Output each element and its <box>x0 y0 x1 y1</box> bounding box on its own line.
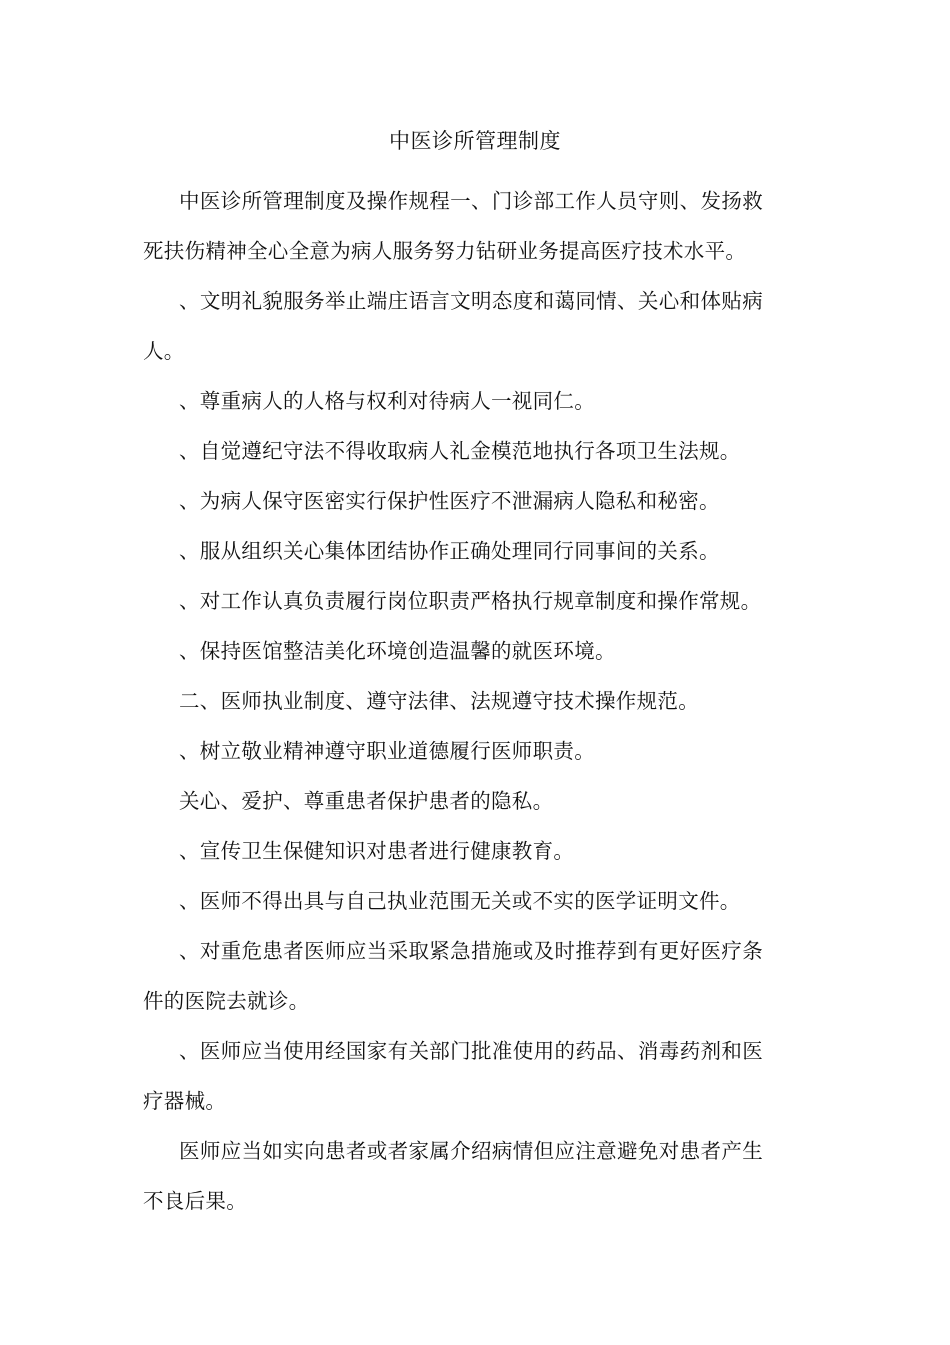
document-body <box>143 176 763 1226</box>
paragraph: 、服从组织关心集体团结协作正确处理同行同事间的关系。 <box>179 539 720 563</box>
paragraph: 、宣传卫生保健知识对患者进行健康教育。 <box>179 839 575 863</box>
paragraph: 、自觉遵纪守法不得收取病人礼金模范地执行各项卫生法规。 <box>179 439 741 463</box>
paragraph: 、对工作认真负责履行岗位职责严格执行规章制度和操作常规。 <box>179 589 762 613</box>
paragraph: 二、医师执业制度、遵守法律、法规遵守技术操作规范。 <box>179 689 699 713</box>
paragraph: 、文明礼貌服务举止端庄语言文明态度和蔼同情、关心和体贴病人。 <box>143 289 763 363</box>
paragraph: 、医师不得出具与自己执业范围无关或不实的医学证明文件。 <box>179 889 741 913</box>
paragraph: 、医师应当使用经国家有关部门批准使用的药品、消毒药剂和医疗器械。 <box>143 1039 763 1113</box>
paragraph: 中医诊所管理制度及操作规程一、门诊部工作人员守则、发扬救死扶伤精神全心全意为病人服务努力钻研业务提高医疗技术水平。 <box>143 189 763 263</box>
paragraph: 、对重危患者医师应当采取紧急措施或及时推荐到有更好医疗条件的医院去就诊。 <box>143 939 763 1013</box>
paragraph: 、树立敬业精神遵守职业道德履行医师职责。 <box>179 739 595 763</box>
paragraph: 、保持医馆整洁美化环境创造温馨的就医环境。 <box>179 639 616 663</box>
paragraph: 、尊重病人的人格与权利对待病人一视同仁。 <box>179 389 595 413</box>
paragraph: 、为病人保守医密实行保护性医疗不泄漏病人隐私和秘密。 <box>179 489 720 513</box>
paragraph: 关心、爱护、尊重患者保护患者的隐私。 <box>179 789 554 813</box>
document-title: 中医诊所管理制度 <box>389 129 561 153</box>
paragraph: 医师应当如实向患者或者家属介绍病情但应注意避免对患者产生不良后果。 <box>143 1139 763 1213</box>
